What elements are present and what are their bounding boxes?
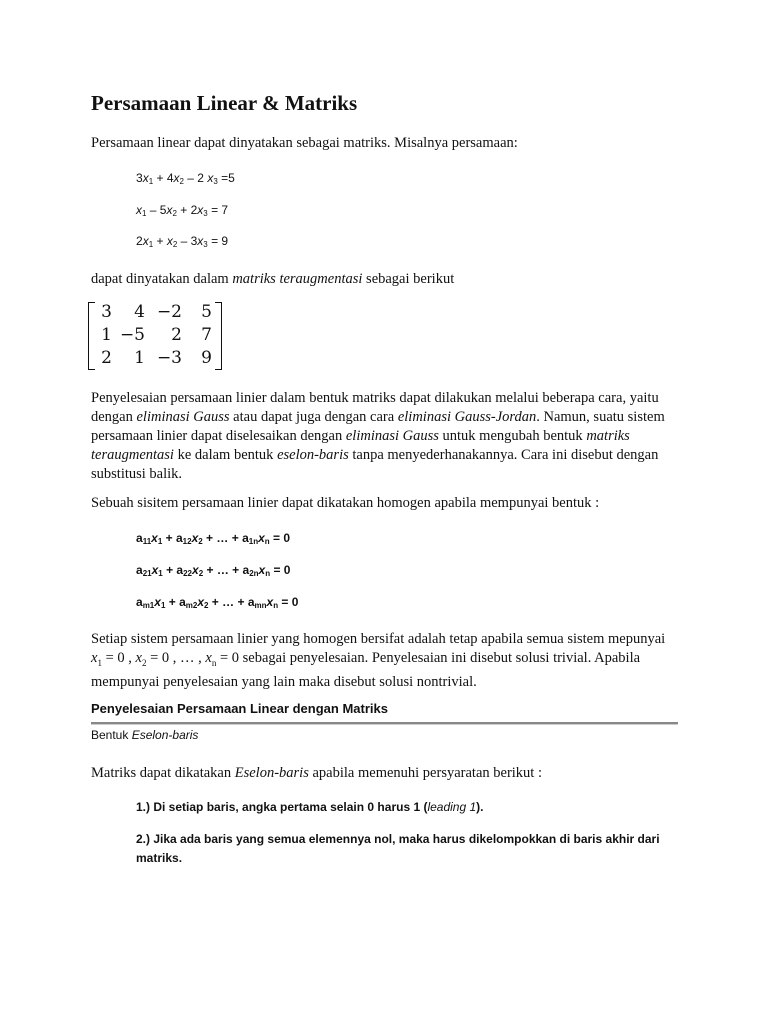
matrix-cell-1-2: 2 bbox=[171, 325, 182, 345]
gauss-paragraph: Penyelesaian persamaan linier dalam bentuk matriks dapat dilakukan melalui beberapa cara, yaitu dengan eliminasi Gauss atau dapat juga dengan cara eliminasi Gauss-Jordan. Namun, suatu sistem persamaan linier dapat diselesaikan dengan eliminasi Gauss untuk mengubah bentuk matriks teraugmentasi ke dalam bentuk eselon-baris tanpa menyederhanakannya. Cara ini disebut dengan substitusi balik. bbox=[91, 390, 665, 482]
list-item: 1.) Di setiap baris, angka pertama selain 0 harus 1 (leading 1). bbox=[136, 800, 484, 814]
matrix-cell-2-2: −3 bbox=[156, 348, 182, 368]
matrix-cell-0-2: −2 bbox=[156, 302, 182, 322]
matrix-cell-1-1: −5 bbox=[119, 325, 145, 345]
section-divider bbox=[91, 722, 678, 725]
subheading: Bentuk Eselon-baris bbox=[91, 728, 199, 742]
matrix-cell-0-3: 5 bbox=[201, 302, 212, 322]
equation-3: $2x_1 + x_2 - 3x_3 = 9$ bbox=[136, 234, 229, 249]
homogen-equation-1: $a_{11}x_1 + a_{12}x_2$ + … + $a_{1n}x_n = 0$ bbox=[136, 531, 291, 546]
matrix-cell-2-1: 1 bbox=[134, 348, 145, 368]
homogen-intro: Sebuah sisitem persamaan linier dapat dikatakan homogen apabila mempunyai bentuk : bbox=[91, 495, 600, 511]
section-heading: Penyelesaian Persamaan Linear dengan Matriks bbox=[91, 701, 388, 716]
intro-paragraph: Persamaan linear dapat dinyatakan sebagai matriks. Misalnya persamaan: bbox=[91, 135, 518, 151]
matrix-right-bracket bbox=[215, 302, 222, 370]
equation-1: $3x_1 + 4x_2 - 2$ $x_3 =5$ bbox=[136, 171, 235, 186]
augmented-intro: dapat dinyatakan dalam matriks teraugmentasi sebagai berikut bbox=[91, 271, 455, 287]
matrix-cell-2-3: 9 bbox=[201, 348, 212, 368]
homogen-equation-2: $a_{21}x_1 + a_{22}x_2$ + … + $a_{2n}x_n = 0$ bbox=[136, 563, 291, 578]
homogen-equation-3: $a_{m1}x_1 + a_{m2}x_2$ + … + $a_{mn}x_n = 0$ bbox=[136, 595, 299, 610]
matrix-cell-1-3: 7 bbox=[201, 325, 212, 345]
equation-2: $x_1 - 5x_2 + 2x_3 = 7$ bbox=[136, 203, 229, 218]
trivial-paragraph: Setiap sistem persamaan linier yang homogen bersifat adalah tetap apabila semua sistem mepunyai $x_1 = 0$ , $x_2 = 0$ , … , $x_n = 0$ sebagai penyelesaian. Penyelesaian ini disebut solusi trivial. Apabila mempunyai penyelesaian yang lain maka disebut solusi nontrivial. bbox=[91, 631, 666, 690]
augmented-matrix bbox=[88, 300, 222, 372]
matrix-cell-2-0: 2 bbox=[101, 348, 112, 368]
matrix-cell-0-0: 3 bbox=[101, 302, 112, 322]
matrix-cell-1-0: 1 bbox=[101, 325, 112, 345]
matrix-cell-0-1: 4 bbox=[134, 302, 145, 322]
eselon-intro: Matriks dapat dikatakan Eselon-baris apabila memenuhi persyaratan berikut : bbox=[91, 765, 542, 781]
page-title: Persamaan Linear & Matriks bbox=[91, 91, 358, 115]
list-item: 2.) Jika ada baris yang semua elemennya nol, maka harus dikelompokkan di baris akhir dari matriks. bbox=[136, 832, 660, 865]
